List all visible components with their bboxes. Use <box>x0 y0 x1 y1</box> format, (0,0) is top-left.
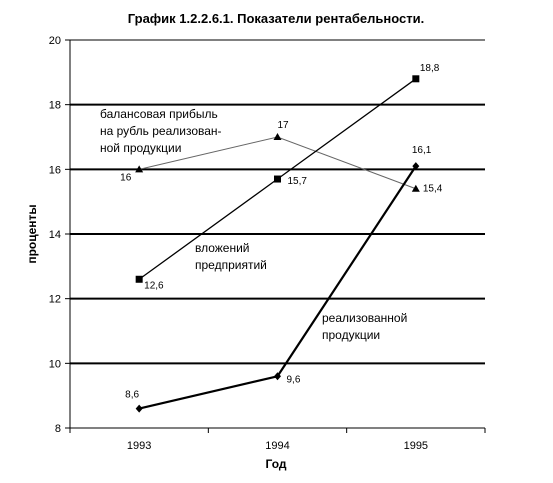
annotation-line-sold-1: продукции <box>322 328 381 342</box>
x-tick-label-1993: 1993 <box>126 440 152 452</box>
point-investment-1995 <box>412 75 419 82</box>
y-tick-label-16: 16 <box>48 164 61 177</box>
chart-title: График 1.2.2.6.1. Показатели рентабельности. <box>127 11 425 26</box>
series-sold <box>125 145 432 413</box>
data-label-investment-1995: 18,8 <box>419 62 440 74</box>
data-label-profit-1994: 17 <box>277 120 289 131</box>
annotation-sold <box>322 311 407 342</box>
y-tick-label-20: 20 <box>48 35 61 47</box>
x-tick-labels <box>127 440 428 452</box>
annotation-line-investment-0: вложений <box>195 241 250 255</box>
point-investment-1994 <box>274 176 281 183</box>
data-label-profit-1993: 16 <box>120 172 132 184</box>
y-tick-label-18: 18 <box>48 99 61 112</box>
axes <box>65 40 485 433</box>
data-label-sold-1994: 9,6 <box>286 374 301 386</box>
x-axis-label: Год <box>265 457 287 471</box>
data-label-sold-1995: 16,1 <box>411 145 432 157</box>
data-label-investment-1993: 12,6 <box>144 280 164 292</box>
x-tick-label-1994: 1994 <box>265 440 290 452</box>
series-investment <box>136 63 440 291</box>
data-label-sold-1993: 8,6 <box>125 389 140 401</box>
data-label-investment-1994: 15,7 <box>287 176 307 188</box>
y-tick-label-12: 12 <box>48 293 61 306</box>
annotation-line-profit-2: ной продукции <box>100 141 182 155</box>
annotation-profit <box>100 107 222 155</box>
point-sold-1993 <box>136 405 143 413</box>
y-tick-labels <box>49 35 61 435</box>
x-tick-label-1995: 1995 <box>403 440 429 452</box>
annotation-line-investment-1: предприятий <box>195 258 267 272</box>
annotation-line-profit-1: на рубль реализован- <box>100 124 222 138</box>
data-label-profit-1995: 15,4 <box>422 183 443 195</box>
grid-lines <box>70 40 485 363</box>
point-investment-1993 <box>136 276 143 283</box>
series-line-sold <box>139 166 416 409</box>
y-tick-label-8: 8 <box>54 423 61 435</box>
point-profit-1995 <box>412 185 420 192</box>
point-profit-1994 <box>274 133 282 140</box>
y-tick-label-14: 14 <box>48 229 61 241</box>
y-axis-label: проценты <box>25 204 39 264</box>
y-tick-label-10: 10 <box>48 358 61 371</box>
annotation-investment <box>195 241 267 272</box>
annotation-line-sold-0: реализованной <box>322 311 408 325</box>
annotation-line-profit-0: балансовая прибыль <box>100 107 218 121</box>
